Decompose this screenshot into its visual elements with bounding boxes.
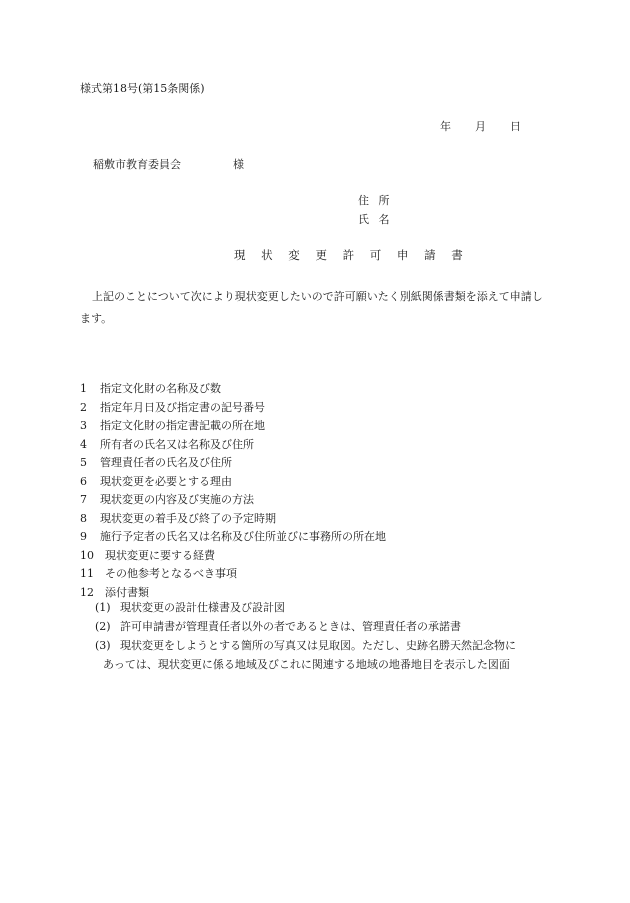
date-line [440, 121, 521, 132]
applicant-name-label: 氏 名 [358, 213, 393, 226]
item-number: 8 [80, 511, 87, 525]
list-item [80, 454, 386, 473]
addressee-honorific: 様 [233, 158, 244, 171]
list-item [80, 399, 386, 418]
item-number: 1 [80, 382, 87, 395]
list-item [80, 547, 386, 566]
attachment-text: 現状変更の設計仕様書及び設計図 [120, 601, 285, 614]
form-number: 様式第18号(第15条関係) [80, 82, 205, 95]
attachment-number: (2) [95, 620, 111, 633]
list-item [80, 565, 386, 584]
item-number: 4 [80, 437, 87, 451]
body-paragraph: 上記のことについて次により現状変更したいので許可願いたく別紙関係書類を添えて申請します。 [80, 290, 543, 325]
list-item [80, 473, 386, 492]
item-text: 指定文化財の名称及び数 [100, 382, 221, 395]
item-text: 管理責任者の氏名及び住所 [100, 456, 232, 469]
item-text: 指定文化財の指定書記載の所在地 [100, 419, 265, 432]
attachment-item [95, 618, 461, 637]
item-number: 5 [80, 456, 87, 469]
item-number: 10 [80, 548, 94, 562]
item-text: その他参考となるべき事項 [105, 567, 237, 580]
list-item [80, 436, 386, 455]
item-text: 所有者の氏名又は名称及び住所 [100, 437, 254, 451]
document-title: 現 状 変 更 許 可 申 請 書 [234, 248, 469, 262]
attachment-text: 許可申請書が管理責任者以外の者であるときは、管理責任者の承諾書 [120, 620, 461, 633]
date-month-label: 月 [475, 120, 486, 133]
item-text: 現状変更の着手及び終了の予定時期 [100, 511, 276, 525]
item-list [80, 380, 386, 602]
list-item [80, 528, 386, 547]
item-number: 3 [80, 419, 87, 432]
attachment-text: 現状変更をしようとする箇所の写真又は見取図。ただし、史跡名勝天然記念物に [120, 639, 516, 652]
item-text: 指定年月日及び指定書の記号番号 [100, 400, 265, 414]
item-number: 6 [80, 474, 87, 488]
list-item [80, 491, 386, 510]
date-year-label: 年 [440, 120, 451, 133]
item-text: 現状変更に要する経費 [105, 548, 215, 562]
applicant-address-label: 住 所 [358, 194, 393, 207]
item-number: 9 [80, 530, 87, 543]
list-item [80, 417, 386, 436]
item-number: 2 [80, 400, 87, 414]
list-item [80, 380, 386, 399]
item-text: 現状変更を必要とする理由 [100, 474, 232, 488]
addressee-name: 稲敷市教育委員会 [93, 158, 181, 171]
item-number: 7 [80, 493, 87, 506]
item-text: 現状変更の内容及び実施の方法 [100, 493, 254, 506]
date-day-label: 日 [510, 120, 521, 133]
attachment-number: (3) [95, 639, 111, 652]
list-item [80, 510, 386, 529]
attachment-item [95, 599, 285, 618]
attachment-number: (1) [95, 601, 111, 614]
item-number: 11 [80, 567, 94, 580]
item-number: 12 [80, 585, 94, 599]
item-text: 施行予定者の氏名又は名称及び住所並びに事務所の所在地 [100, 530, 386, 543]
item-text: 添付書類 [105, 585, 149, 599]
attachment-item [95, 637, 516, 656]
attachment-continuation: あっては、現状変更に係る地域及びこれに関連する地域の地番地目を表示した図面 [103, 658, 510, 671]
